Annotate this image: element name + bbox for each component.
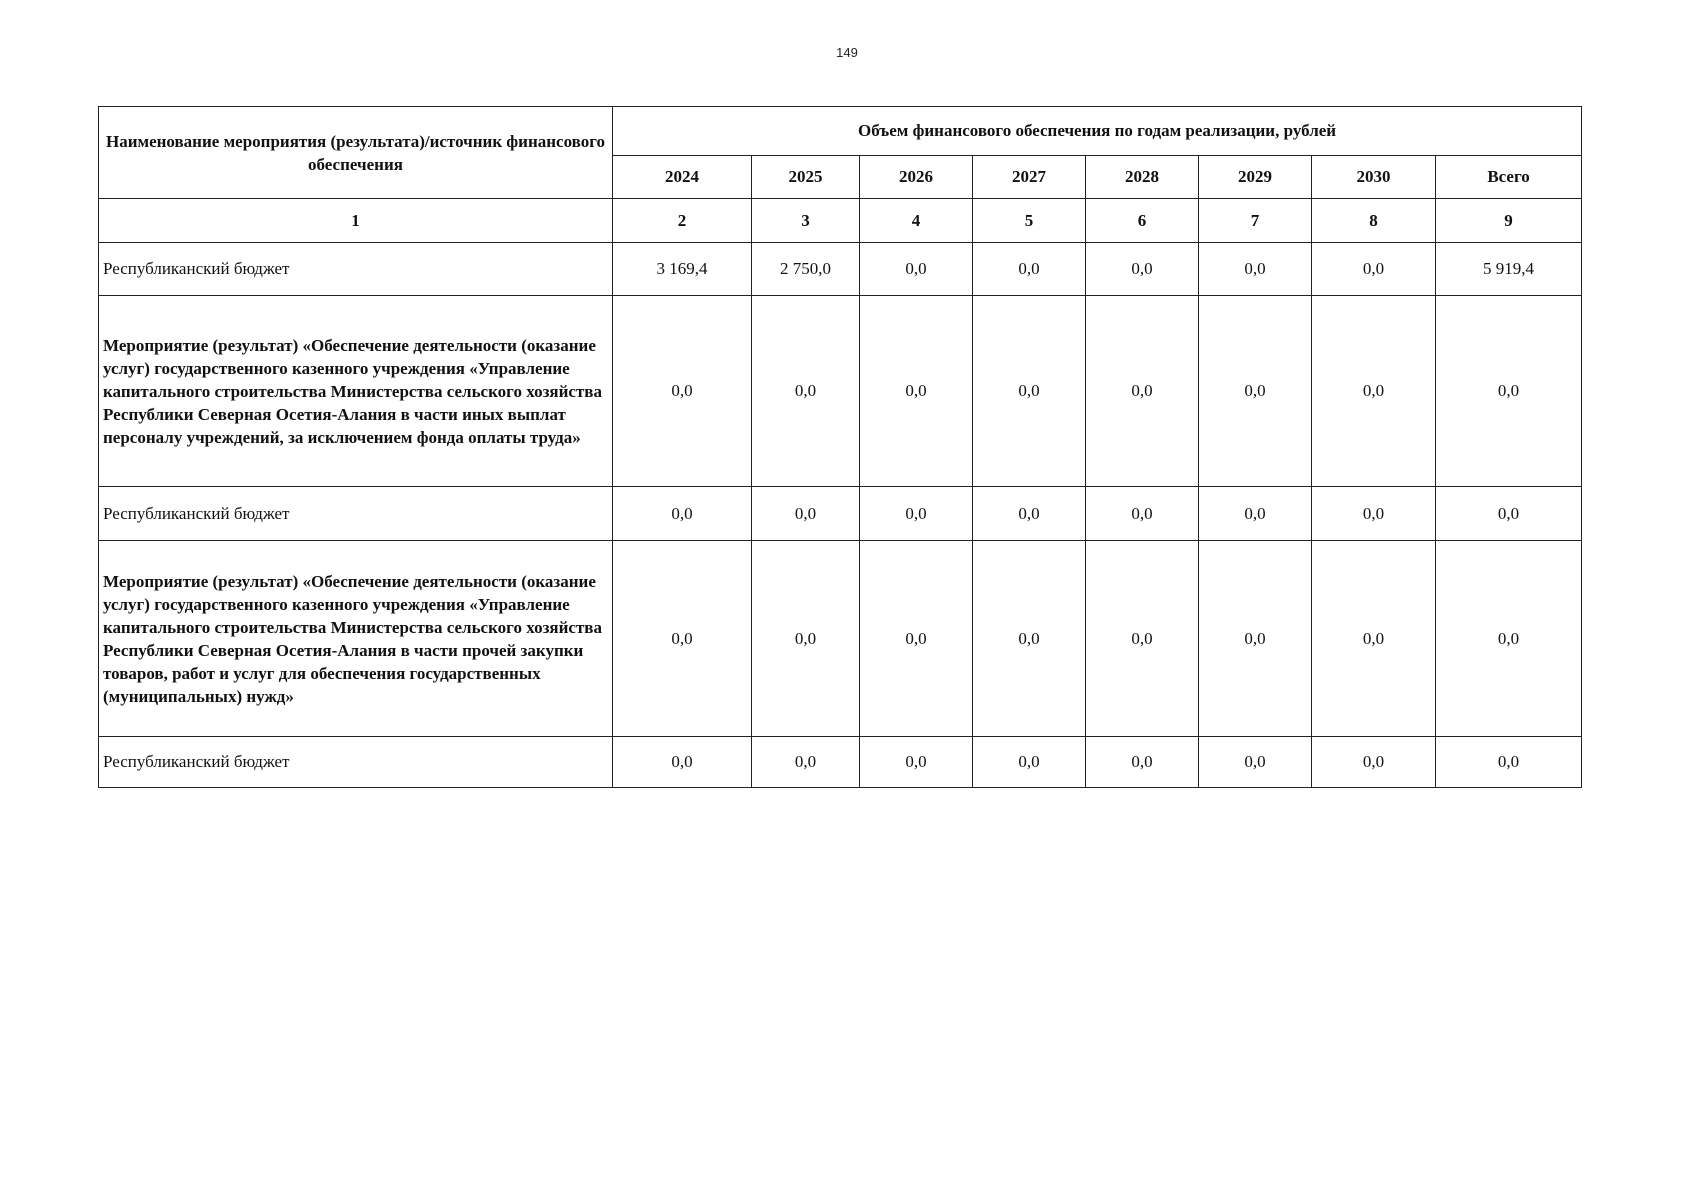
value-cell: 0,0 [1199, 737, 1312, 788]
table-row [99, 487, 1582, 541]
column-index: 7 [1199, 199, 1312, 243]
value-cell: 0,0 [973, 243, 1086, 296]
value-cell: 0,0 [973, 487, 1086, 541]
column-index: 2 [613, 199, 752, 243]
header-row-1 [99, 107, 1582, 156]
year-header: 2027 [973, 156, 1086, 199]
column-index: 6 [1086, 199, 1199, 243]
value-cell: 0,0 [1199, 296, 1312, 487]
value-cell: 0,0 [1086, 541, 1199, 737]
value-cell: 0,0 [613, 296, 752, 487]
value-cell: 0,0 [973, 541, 1086, 737]
column-index: 3 [752, 199, 860, 243]
value-cell: 0,0 [613, 737, 752, 788]
value-cell: 0,0 [1312, 296, 1436, 487]
measure-name: Мероприятие (результат) «Обеспечение деятельности (оказание услуг) государственного казенного учреждения «Управление капитального строительства Министерства сельского хозяйства Республики Северная Осетия-Алания в части прочей закупки товаров, работ и услуг для обеспечения государственных (муниципальных) нужд» [99, 541, 613, 737]
page-number: 149 [836, 45, 858, 60]
value-cell: 0,0 [613, 541, 752, 737]
value-cell: 0,0 [1312, 487, 1436, 541]
table-row [99, 541, 1582, 737]
value-cell: 0,0 [1086, 296, 1199, 487]
year-header: 2030 [1312, 156, 1436, 199]
value-cell: 0,0 [860, 737, 973, 788]
value-cell: 0,0 [973, 737, 1086, 788]
total-cell: 0,0 [1436, 541, 1582, 737]
total-cell: 0,0 [1436, 487, 1582, 541]
year-header: 2028 [1086, 156, 1199, 199]
year-header: 2029 [1199, 156, 1312, 199]
year-header: 2024 [613, 156, 752, 199]
value-cell: 0,0 [1312, 541, 1436, 737]
value-cell: 0,0 [973, 296, 1086, 487]
value-cell: 0,0 [752, 487, 860, 541]
value-cell: 0,0 [1086, 243, 1199, 296]
total-cell: 0,0 [1436, 296, 1582, 487]
total-cell: 5 919,4 [1436, 243, 1582, 296]
value-cell: 0,0 [613, 487, 752, 541]
financing-table [98, 106, 1582, 788]
value-cell: 0,0 [752, 296, 860, 487]
row-name: Республиканский бюджет [99, 737, 613, 788]
year-header: 2026 [860, 156, 973, 199]
table-row [99, 737, 1582, 788]
total-header: Всего [1436, 156, 1582, 199]
measure-name: Мероприятие (результат) «Обеспечение деятельности (оказание услуг) государственного казенного учреждения «Управление капитального строительства Министерства сельского хозяйства Республики Северная Осетия-Алания в части иных выплат персоналу учреждений, за исключением фонда оплаты труда» [99, 296, 613, 487]
column-index: 1 [99, 199, 613, 243]
value-cell: 0,0 [860, 243, 973, 296]
row-name: Республиканский бюджет [99, 487, 613, 541]
row-name: Республиканский бюджет [99, 243, 613, 296]
column-index: 9 [1436, 199, 1582, 243]
value-cell: 0,0 [1086, 487, 1199, 541]
value-cell: 0,0 [860, 296, 973, 487]
year-header: 2025 [752, 156, 860, 199]
table-row [99, 243, 1582, 296]
value-cell: 0,0 [1086, 737, 1199, 788]
value-cell: 0,0 [752, 737, 860, 788]
value-cell: 0,0 [1199, 487, 1312, 541]
value-cell: 0,0 [860, 487, 973, 541]
value-cell: 0,0 [860, 541, 973, 737]
value-cell: 0,0 [1312, 243, 1436, 296]
total-cell: 0,0 [1436, 737, 1582, 788]
value-cell: 0,0 [1199, 541, 1312, 737]
table-row [99, 296, 1582, 487]
value-cell: 0,0 [752, 541, 860, 737]
column-index: 5 [973, 199, 1086, 243]
column-index: 4 [860, 199, 973, 243]
column-index-row [99, 199, 1582, 243]
value-cell: 3 169,4 [613, 243, 752, 296]
value-cell: 0,0 [1199, 243, 1312, 296]
column-index: 8 [1312, 199, 1436, 243]
value-cell: 2 750,0 [752, 243, 860, 296]
name-column-header: Наименование мероприятия (результата)/источник финансового обеспечения [99, 107, 613, 199]
value-cell: 0,0 [1312, 737, 1436, 788]
volume-header: Объем финансового обеспечения по годам реализации, рублей [613, 107, 1582, 156]
